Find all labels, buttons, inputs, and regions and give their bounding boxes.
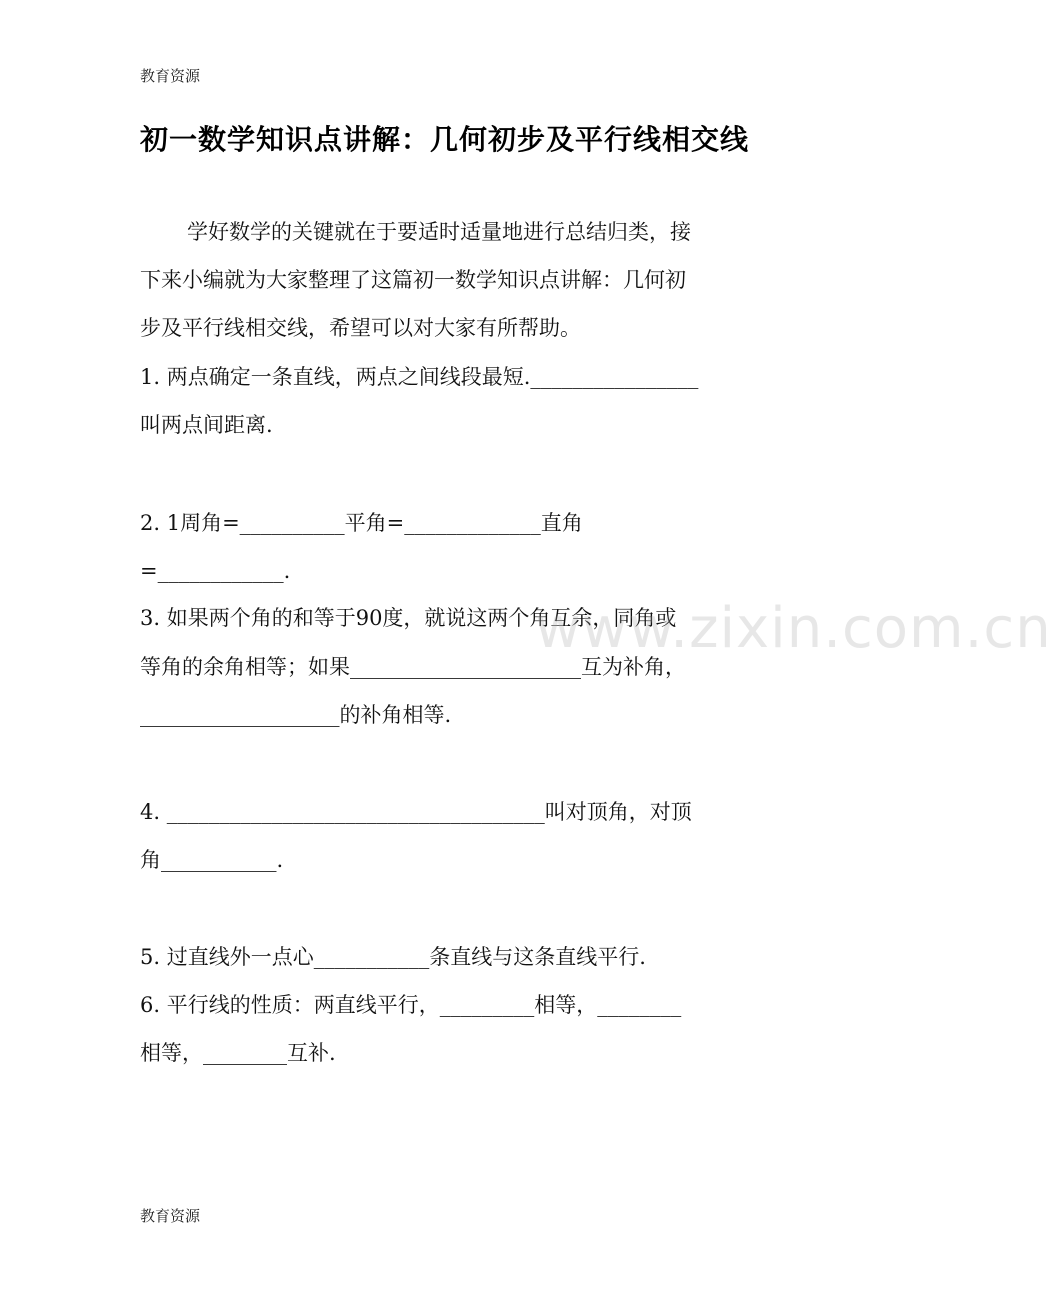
question-3-line-2: 等角的余角相等；如果______________________互为补角， [140, 655, 686, 679]
header-note: 教育资源 [140, 67, 201, 85]
page-title: 初一数学知识点讲解：几何初步及平行线相交线 [140, 123, 750, 156]
question-4-line-2: 角___________. [140, 848, 284, 872]
footer-note: 教育资源 [140, 1207, 201, 1225]
question-3-line-1: 3. 如果两个角的和等于90度，就说这两个角互余，同角或 [140, 606, 677, 630]
intro-line-1: 学好数学的关键就在于要适时适量地进行总结归类，接 [187, 220, 691, 244]
question-3-line-3: ___________________的补角相等. [140, 703, 452, 727]
question-1-line-1: 1. 两点确定一条直线，两点之间线段最短.________________ [140, 365, 699, 389]
question-6-line-1: 6. 平行线的性质：两直线平行，_________相等，________ [140, 993, 682, 1017]
intro-line-3: 步及平行线相交线，希望可以对大家有所帮助。 [140, 316, 581, 340]
question-4-line-1: 4. ____________________________________叫对顶角，对顶 [140, 800, 692, 824]
question-1-line-2: 叫两点间距离. [140, 413, 273, 437]
question-5-line-1: 5. 过直线外一点心___________条直线与这条直线平行. [140, 945, 646, 969]
intro-line-2: 下来小编就为大家整理了这篇初一数学知识点讲解：几何初 [140, 268, 686, 292]
question-2-line-2: =____________. [140, 559, 291, 583]
question-2-line-1: 2. 1周角=__________平角=_____________直角 [140, 511, 583, 535]
question-6-line-2: 相等，________互补. [140, 1041, 336, 1065]
watermark: www.zixin.com.cn [535, 596, 1052, 661]
